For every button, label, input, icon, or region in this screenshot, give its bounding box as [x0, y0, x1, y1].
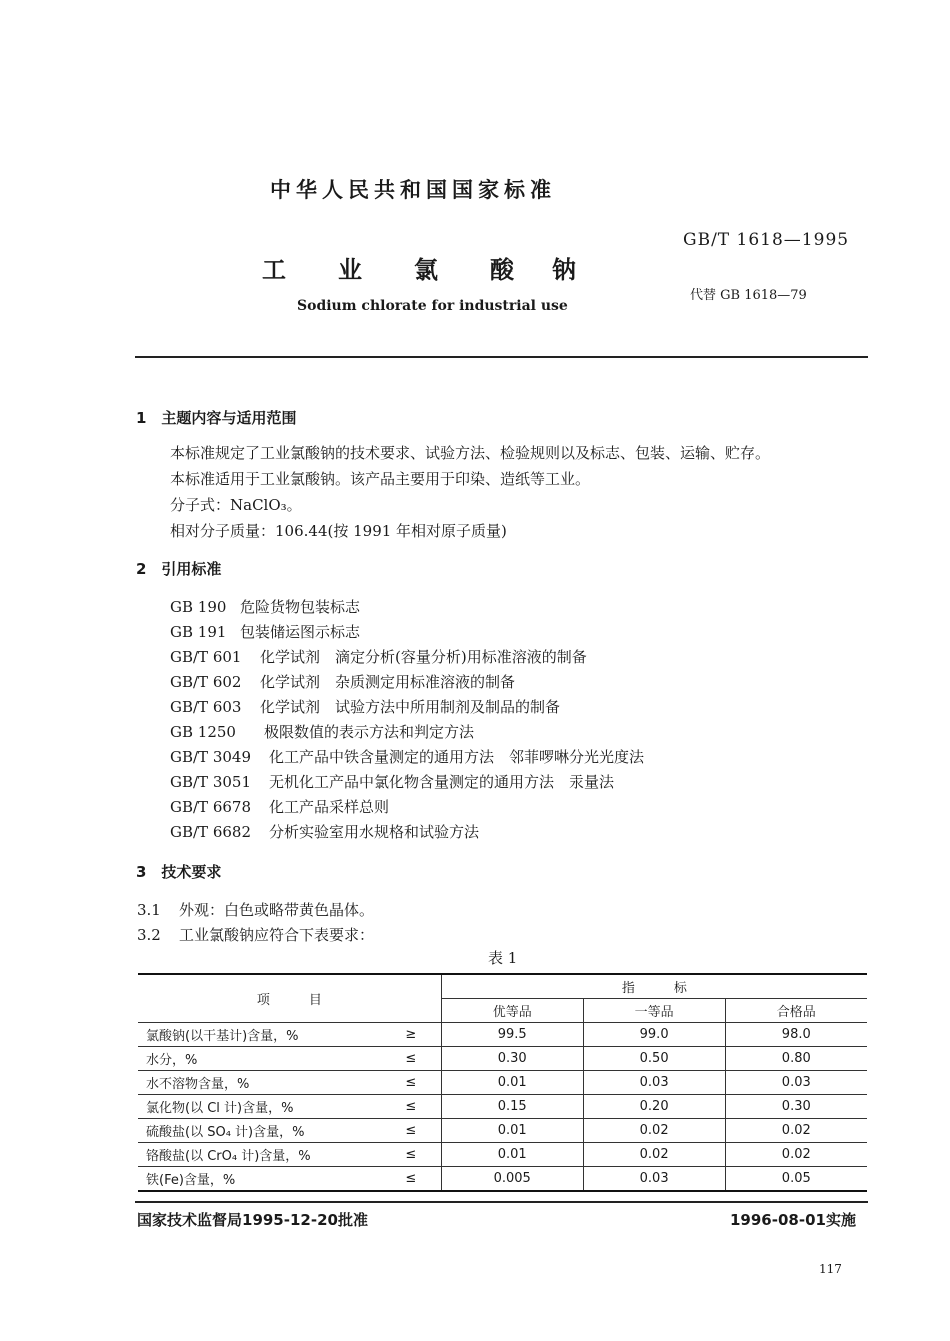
clause-3-1: [137, 899, 374, 920]
table-row: [138, 1143, 867, 1167]
reference-code: GB/T 601: [170, 648, 242, 666]
product-title-char: 氯: [414, 256, 438, 284]
row-operator: ≤: [381, 1167, 441, 1192]
row-item: 铬酸盐(以 CrO₄ 计)含量，%: [138, 1143, 381, 1167]
row-item: 水不溶物含量，%: [138, 1071, 381, 1095]
reference-standard: [170, 671, 515, 692]
row-value: 0.20: [583, 1095, 725, 1119]
reference-code: GB 190: [170, 598, 227, 616]
product-title-char: 钠: [552, 256, 576, 284]
header-grade: 优等品: [441, 999, 583, 1023]
table-row: [138, 1023, 867, 1047]
row-operator: ≤: [381, 1071, 441, 1095]
clause-number: 3.1: [137, 901, 161, 919]
reference-title: 包装储运图示标志: [240, 623, 361, 641]
molecular-formula: 分子式：NaClO₃。: [170, 496, 302, 514]
header-item: 项 目: [138, 974, 441, 1023]
row-operator: ≤: [381, 1119, 441, 1143]
row-value: 0.01: [441, 1143, 583, 1167]
table-row: [138, 1119, 867, 1143]
reference-title: 化学试剂 滴定分析(容量分析)用标准溶液的制备: [260, 648, 587, 666]
molecular-weight: 相对分子质量：106.44(按 1991 年相对原子质量): [170, 522, 507, 540]
reference-standard: [170, 696, 560, 717]
section-1-paragraph: 本标准规定了工业氯酸钠的技术要求、试验方法、检验规则以及标志、包装、运输、贮存。: [170, 444, 771, 462]
row-value: 99.5: [441, 1023, 583, 1047]
row-value: 0.15: [441, 1095, 583, 1119]
row-item: 硫酸盐(以 SO₄ 计)含量，%: [138, 1119, 381, 1143]
reference-title: 化工产品中铁含量测定的通用方法 邻菲啰啉分光光度法: [269, 748, 645, 766]
replaces-note: 代替 GB 1618—79: [690, 288, 807, 303]
reference-standard: [170, 621, 360, 642]
reference-title: 无机化工产品中氯化物含量测定的通用方法 汞量法: [269, 773, 615, 791]
reference-standard: [170, 721, 474, 742]
reference-standard: [170, 596, 360, 617]
table-row: [138, 1095, 867, 1119]
row-value: 0.02: [583, 1119, 725, 1143]
reference-code: GB 1250: [170, 723, 236, 741]
standard-number: GB/T 1618—1995: [683, 230, 850, 250]
reference-title: 分析实验室用水规格和试验方法: [269, 823, 480, 841]
reference-title: 化学试剂 试验方法中所用制剂及制品的制备: [260, 698, 561, 716]
english-title: Sodium chlorate for industrial use: [297, 298, 568, 314]
product-title-char: 工: [262, 256, 286, 284]
reference-code: GB/T 3049: [170, 748, 252, 766]
reference-code: GB/T 6678: [170, 798, 252, 816]
row-item: 氯酸钠(以干基计)含量，%: [138, 1023, 381, 1047]
clause-text: 外观：白色或略带黄色晶体。: [179, 901, 375, 919]
section-1-heading: 1 主题内容与适用范围: [136, 409, 297, 427]
reference-standard: [170, 646, 587, 667]
row-value: 0.01: [441, 1071, 583, 1095]
row-item: 铁(Fe)含量，%: [138, 1167, 381, 1192]
reference-title: 化工产品采样总则: [269, 798, 390, 816]
row-value: 0.03: [725, 1071, 867, 1095]
table-caption: 表 1: [488, 949, 518, 967]
section-1-paragraph: 本标准适用于工业氯酸钠。该产品主要用于印染、造纸等工业。: [170, 470, 591, 488]
footer-divider: [135, 1201, 868, 1203]
specification-table: [138, 973, 867, 1192]
row-operator: ≤: [381, 1143, 441, 1167]
row-value: 0.02: [725, 1143, 867, 1167]
row-value: 0.02: [583, 1143, 725, 1167]
row-value: 0.01: [441, 1119, 583, 1143]
reference-code: GB/T 603: [170, 698, 242, 716]
reference-standard: [170, 796, 389, 817]
product-title-char: 业: [338, 256, 362, 284]
reference-title: 危险货物包装标志: [240, 598, 361, 616]
table-row: [138, 1047, 867, 1071]
reference-standard: [170, 821, 479, 842]
section-3-heading: 3 技术要求: [136, 863, 222, 881]
table-row: [138, 1167, 867, 1192]
header-divider: [135, 356, 868, 358]
row-value: 0.30: [725, 1095, 867, 1119]
row-value: 0.005: [441, 1167, 583, 1192]
header-index: 指 标: [441, 974, 867, 999]
row-item: 水分，%: [138, 1047, 381, 1071]
reference-title: 化学试剂 杂质测定用标准溶液的制备: [260, 673, 516, 691]
row-value: 0.03: [583, 1167, 725, 1192]
row-value: 98.0: [725, 1023, 867, 1047]
row-value: 0.30: [441, 1047, 583, 1071]
reference-code: GB/T 602: [170, 673, 242, 691]
reference-code: GB 191: [170, 623, 227, 641]
clause-3-2: [137, 924, 374, 945]
clause-number: 3.2: [137, 926, 161, 944]
reference-standard: [170, 771, 614, 792]
row-value: 0.03: [583, 1071, 725, 1095]
row-value: 0.02: [725, 1119, 867, 1143]
reference-code: GB/T 3051: [170, 773, 252, 791]
row-value: 99.0: [583, 1023, 725, 1047]
reference-standard: [170, 746, 644, 767]
row-item: 氯化物(以 Cl 计)含量，%: [138, 1095, 381, 1119]
row-operator: ≤: [381, 1047, 441, 1071]
reference-title: 极限数值的表示方法和判定方法: [264, 723, 475, 741]
row-operator: ≤: [381, 1095, 441, 1119]
row-value: 0.05: [725, 1167, 867, 1192]
row-value: 0.50: [583, 1047, 725, 1071]
row-value: 0.80: [725, 1047, 867, 1071]
page-number: 117: [819, 1262, 842, 1276]
reference-code: GB/T 6682: [170, 823, 252, 841]
section-2-heading: 2 引用标准: [136, 560, 222, 578]
row-operator: ≥: [381, 1023, 441, 1047]
clause-text: 工业氯酸钠应符合下表要求：: [179, 926, 375, 944]
header-grade: 合格品: [725, 999, 867, 1023]
table-row: [138, 1071, 867, 1095]
national-standard-title: 中华人民共和国国家标准: [270, 178, 556, 202]
product-title: [262, 250, 582, 284]
approval-date: 国家技术监督局1995-12-20批准: [137, 1211, 368, 1229]
header-grade: 一等品: [583, 999, 725, 1023]
effective-date: 1996-08-01实施: [730, 1211, 856, 1229]
product-title-char: 酸: [490, 256, 514, 284]
